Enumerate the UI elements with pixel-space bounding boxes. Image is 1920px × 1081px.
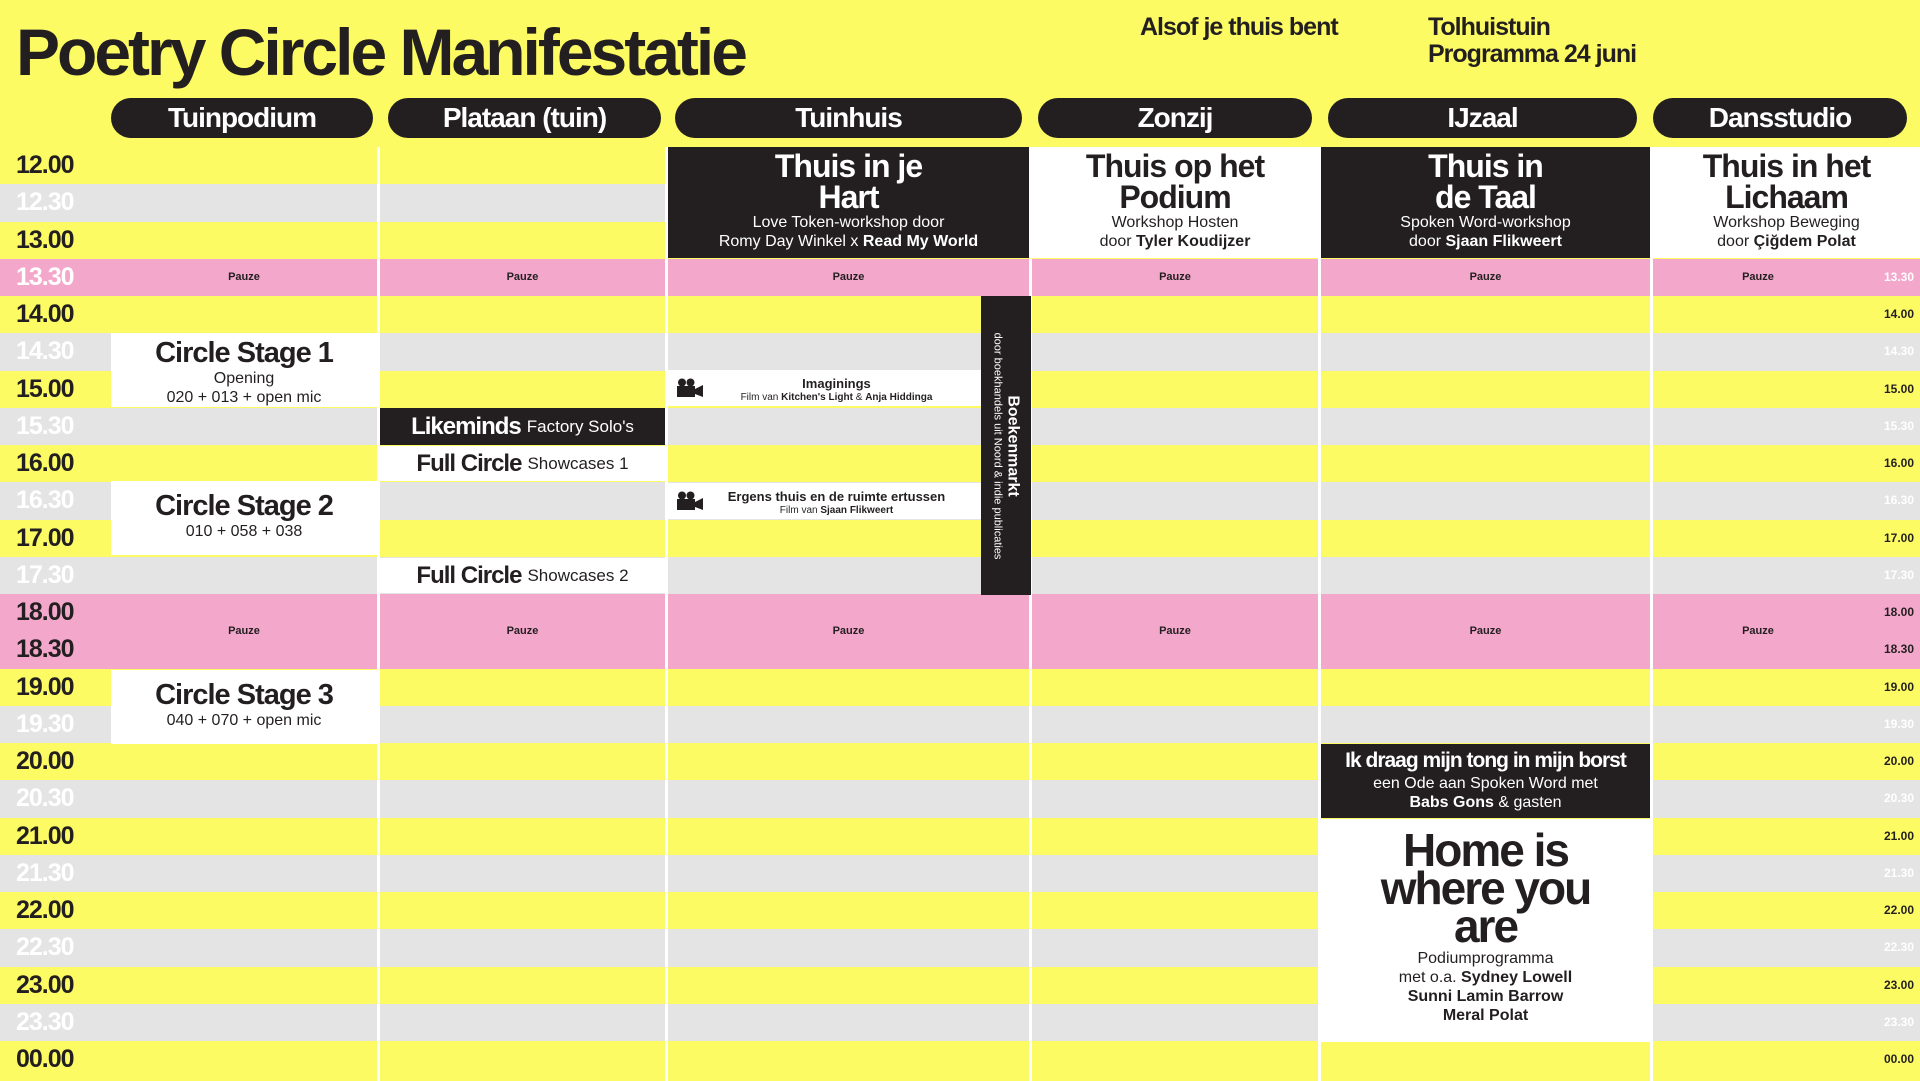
pauze-label: Pauze [228, 271, 260, 283]
time-label: 14.00 [16, 300, 74, 328]
time-label-right: 00.00 [1883, 1052, 1914, 1066]
column-header-dansstudio: Dansstudio [1653, 98, 1907, 138]
event-circle-stage-3[interactable] [111, 670, 377, 744]
event-maker: Sjaan Flikweert [820, 505, 894, 516]
time-label: 12.00 [16, 151, 74, 179]
time-label: 17.30 [16, 561, 74, 589]
event-description: met o.a. [1398, 969, 1462, 986]
pauze-label: Pauze [832, 625, 865, 637]
time-label-right: 23.30 [1883, 1015, 1914, 1029]
event-title: are [1453, 900, 1518, 952]
event-title: Likeminds [411, 412, 521, 440]
pauze-label: Pauze [1159, 625, 1191, 637]
time-label: 23.00 [16, 971, 74, 999]
time-row [0, 408, 1920, 445]
event-performer: Sunni Lamin Barrow [1407, 988, 1564, 1005]
time-label: 20.30 [16, 784, 74, 812]
event-description: door boekhandels uit Noord & indie publicaties [991, 332, 1004, 559]
event-description: Romy Day Winkel x [718, 233, 863, 250]
pauze-label: Pauze [832, 271, 865, 283]
time-label: 19.30 [16, 710, 74, 738]
column-header-plataan: Plataan (tuin) [388, 98, 661, 138]
event-full-circle-2[interactable] [380, 558, 665, 593]
event-host: Çiğdem Polat [1753, 233, 1856, 250]
time-label: 13.30 [16, 263, 74, 291]
time-label: 12.30 [16, 188, 74, 216]
time-label: 16.30 [16, 486, 74, 514]
time-row [0, 296, 1920, 333]
pauze-label: Pauze [1742, 271, 1774, 283]
event-description: Love Token-workshop door [752, 214, 945, 231]
time-label-right: 20.00 [1883, 754, 1914, 768]
video-camera-icon [676, 491, 704, 511]
time-label: 18.00 [16, 598, 74, 626]
event-performer: Meral Polat [1442, 1007, 1529, 1024]
event-description: Podiumprogramma [1417, 950, 1554, 967]
pauze-label: Pauze [1159, 271, 1191, 283]
tagline: Alsof je thuis bent [1140, 13, 1338, 41]
column-header-tuinpodium: Tuinpodium [111, 98, 373, 138]
column-header-ijzaal: IJzaal [1328, 98, 1637, 138]
event-description: 040 + 070 + open mic [166, 712, 322, 729]
time-row [0, 1041, 1920, 1078]
event-home-is-where-you-are[interactable] [1321, 819, 1650, 1042]
time-label: 15.00 [16, 375, 74, 403]
event-title: Full Circle [416, 561, 522, 589]
event-description: Showcases 2 [527, 565, 629, 585]
time-label: 19.00 [16, 673, 74, 701]
time-label-right: 13.30 [1883, 270, 1914, 284]
time-label: 23.30 [16, 1008, 74, 1036]
event-host: Tyler Koudijzer [1136, 233, 1251, 250]
event-boekenmarkt[interactable] [981, 296, 1031, 595]
program-date: Programma 24 juni [1428, 40, 1637, 68]
event-description: Workshop Hosten [1111, 214, 1239, 231]
time-label-right: 23.00 [1883, 978, 1914, 992]
event-title: Thuis in [1428, 148, 1543, 184]
time-label-right: 14.30 [1883, 344, 1914, 358]
event-title: Circle Stage 1 [155, 337, 333, 369]
time-label-right: 21.00 [1883, 829, 1914, 843]
time-label-right: 17.30 [1883, 568, 1914, 582]
column-header-tuinhuis: Tuinhuis [675, 98, 1022, 138]
event-description: Film van [740, 392, 782, 403]
event-title: Hart [818, 179, 879, 215]
event-film-ergens-thuis[interactable] [668, 483, 981, 519]
time-label-right: 22.30 [1883, 940, 1914, 954]
time-label: 22.00 [16, 896, 74, 924]
time-label-right: 21.30 [1883, 866, 1914, 880]
event-title: where you [1380, 862, 1591, 914]
time-label: 00.00 [16, 1045, 74, 1073]
time-label: 15.30 [16, 412, 74, 440]
event-performer: Sydney Lowell [1461, 969, 1573, 986]
event-title: Imaginings [802, 376, 871, 391]
pauze-label: Pauze [1469, 271, 1502, 283]
event-title: Circle Stage 2 [155, 490, 333, 522]
column-header-zonzij: Zonzij [1038, 98, 1312, 138]
time-label: 22.30 [16, 933, 74, 961]
event-maker: Kitchen's Light [781, 392, 853, 403]
event-title: Podium [1119, 179, 1231, 215]
event-description: Film van [779, 505, 821, 516]
time-label: 18.30 [16, 635, 74, 663]
event-circle-stage-1[interactable] [111, 333, 377, 407]
time-label-right: 22.00 [1883, 903, 1914, 917]
time-label: 14.30 [16, 337, 74, 365]
event-description: & gasten [1493, 794, 1562, 811]
pauze-label: Pauze [506, 271, 539, 283]
time-label: 21.00 [16, 822, 74, 850]
pauze-label: Pauze [1469, 625, 1502, 637]
time-label-right: 19.00 [1883, 680, 1914, 694]
event-thuis-in-de-taal[interactable] [1321, 147, 1650, 258]
event-likeminds[interactable] [380, 408, 665, 445]
event-title: Thuis in je [774, 148, 923, 184]
time-label-right: 18.00 [1883, 605, 1914, 619]
page-title: Poetry Circle Manifestatie [16, 15, 745, 89]
event-performer: Babs Gons [1409, 794, 1494, 811]
time-row [0, 445, 1920, 482]
time-label: 20.00 [16, 747, 74, 775]
event-description: Opening [213, 370, 275, 387]
event-thuis-op-het-podium[interactable] [1032, 147, 1318, 258]
event-description: 010 + 058 + 038 [185, 523, 303, 540]
video-camera-icon [676, 378, 704, 398]
time-label: 16.00 [16, 449, 74, 477]
event-description: Showcases 1 [527, 453, 629, 473]
time-label-right: 15.30 [1883, 419, 1914, 433]
time-label: 21.30 [16, 859, 74, 887]
pauze-label: Pauze [228, 625, 260, 637]
event-description: door [1409, 233, 1446, 250]
event-maker: Anja Hiddinga [865, 392, 933, 403]
time-label-right: 14.00 [1883, 307, 1914, 321]
event-description: Factory Solo's [526, 416, 634, 436]
event-title: Ik draag mijn tong in mijn borst [1345, 749, 1626, 772]
event-title: Lichaam [1725, 179, 1848, 215]
venue-name: Tolhuistuin [1428, 13, 1550, 41]
event-description: 020 + 013 + open mic [166, 389, 322, 406]
time-label-right: 18.30 [1883, 642, 1914, 656]
event-film-imaginings[interactable] [668, 370, 981, 406]
event-description: Workshop Beweging [1713, 214, 1860, 231]
pauze-label: Pauze [506, 625, 539, 637]
event-description: & [852, 392, 866, 403]
event-full-circle-1[interactable] [380, 446, 665, 481]
time-label-right: 17.00 [1883, 531, 1914, 545]
event-title: Boekenmarkt [1004, 394, 1022, 497]
event-circle-stage-2[interactable] [111, 481, 377, 555]
event-partner: Read My World [862, 233, 979, 250]
event-title: Home is [1403, 824, 1568, 876]
event-title: de Taal [1435, 179, 1536, 215]
event-description: door [1717, 233, 1754, 250]
event-title: Thuis op het [1085, 148, 1265, 184]
time-label: 17.00 [16, 524, 74, 552]
pauze-label: Pauze [1742, 625, 1774, 637]
event-host: Sjaan Flikweert [1445, 233, 1562, 250]
event-title: Full Circle [416, 449, 522, 477]
event-title: Circle Stage 3 [155, 679, 333, 711]
event-description: Spoken Word-workshop [1400, 214, 1571, 231]
time-label-right: 20.30 [1883, 791, 1914, 805]
event-thuis-in-het-lichaam[interactable] [1653, 147, 1920, 258]
event-ik-draag-mijn-tong[interactable] [1321, 744, 1650, 818]
time-label-right: 19.30 [1883, 717, 1914, 731]
time-label-right: 16.30 [1883, 493, 1914, 507]
time-label-right: 16.00 [1883, 456, 1914, 470]
time-row [0, 557, 1920, 594]
event-title: Thuis in het [1702, 148, 1871, 184]
event-thuis-in-je-hart[interactable] [668, 147, 1029, 258]
event-description: een Ode aan Spoken Word met [1373, 775, 1598, 792]
event-title: Ergens thuis en de ruimte ertussen [727, 489, 946, 504]
event-description: door [1099, 233, 1137, 250]
time-label-right: 15.00 [1883, 382, 1914, 396]
time-label: 13.00 [16, 226, 74, 254]
